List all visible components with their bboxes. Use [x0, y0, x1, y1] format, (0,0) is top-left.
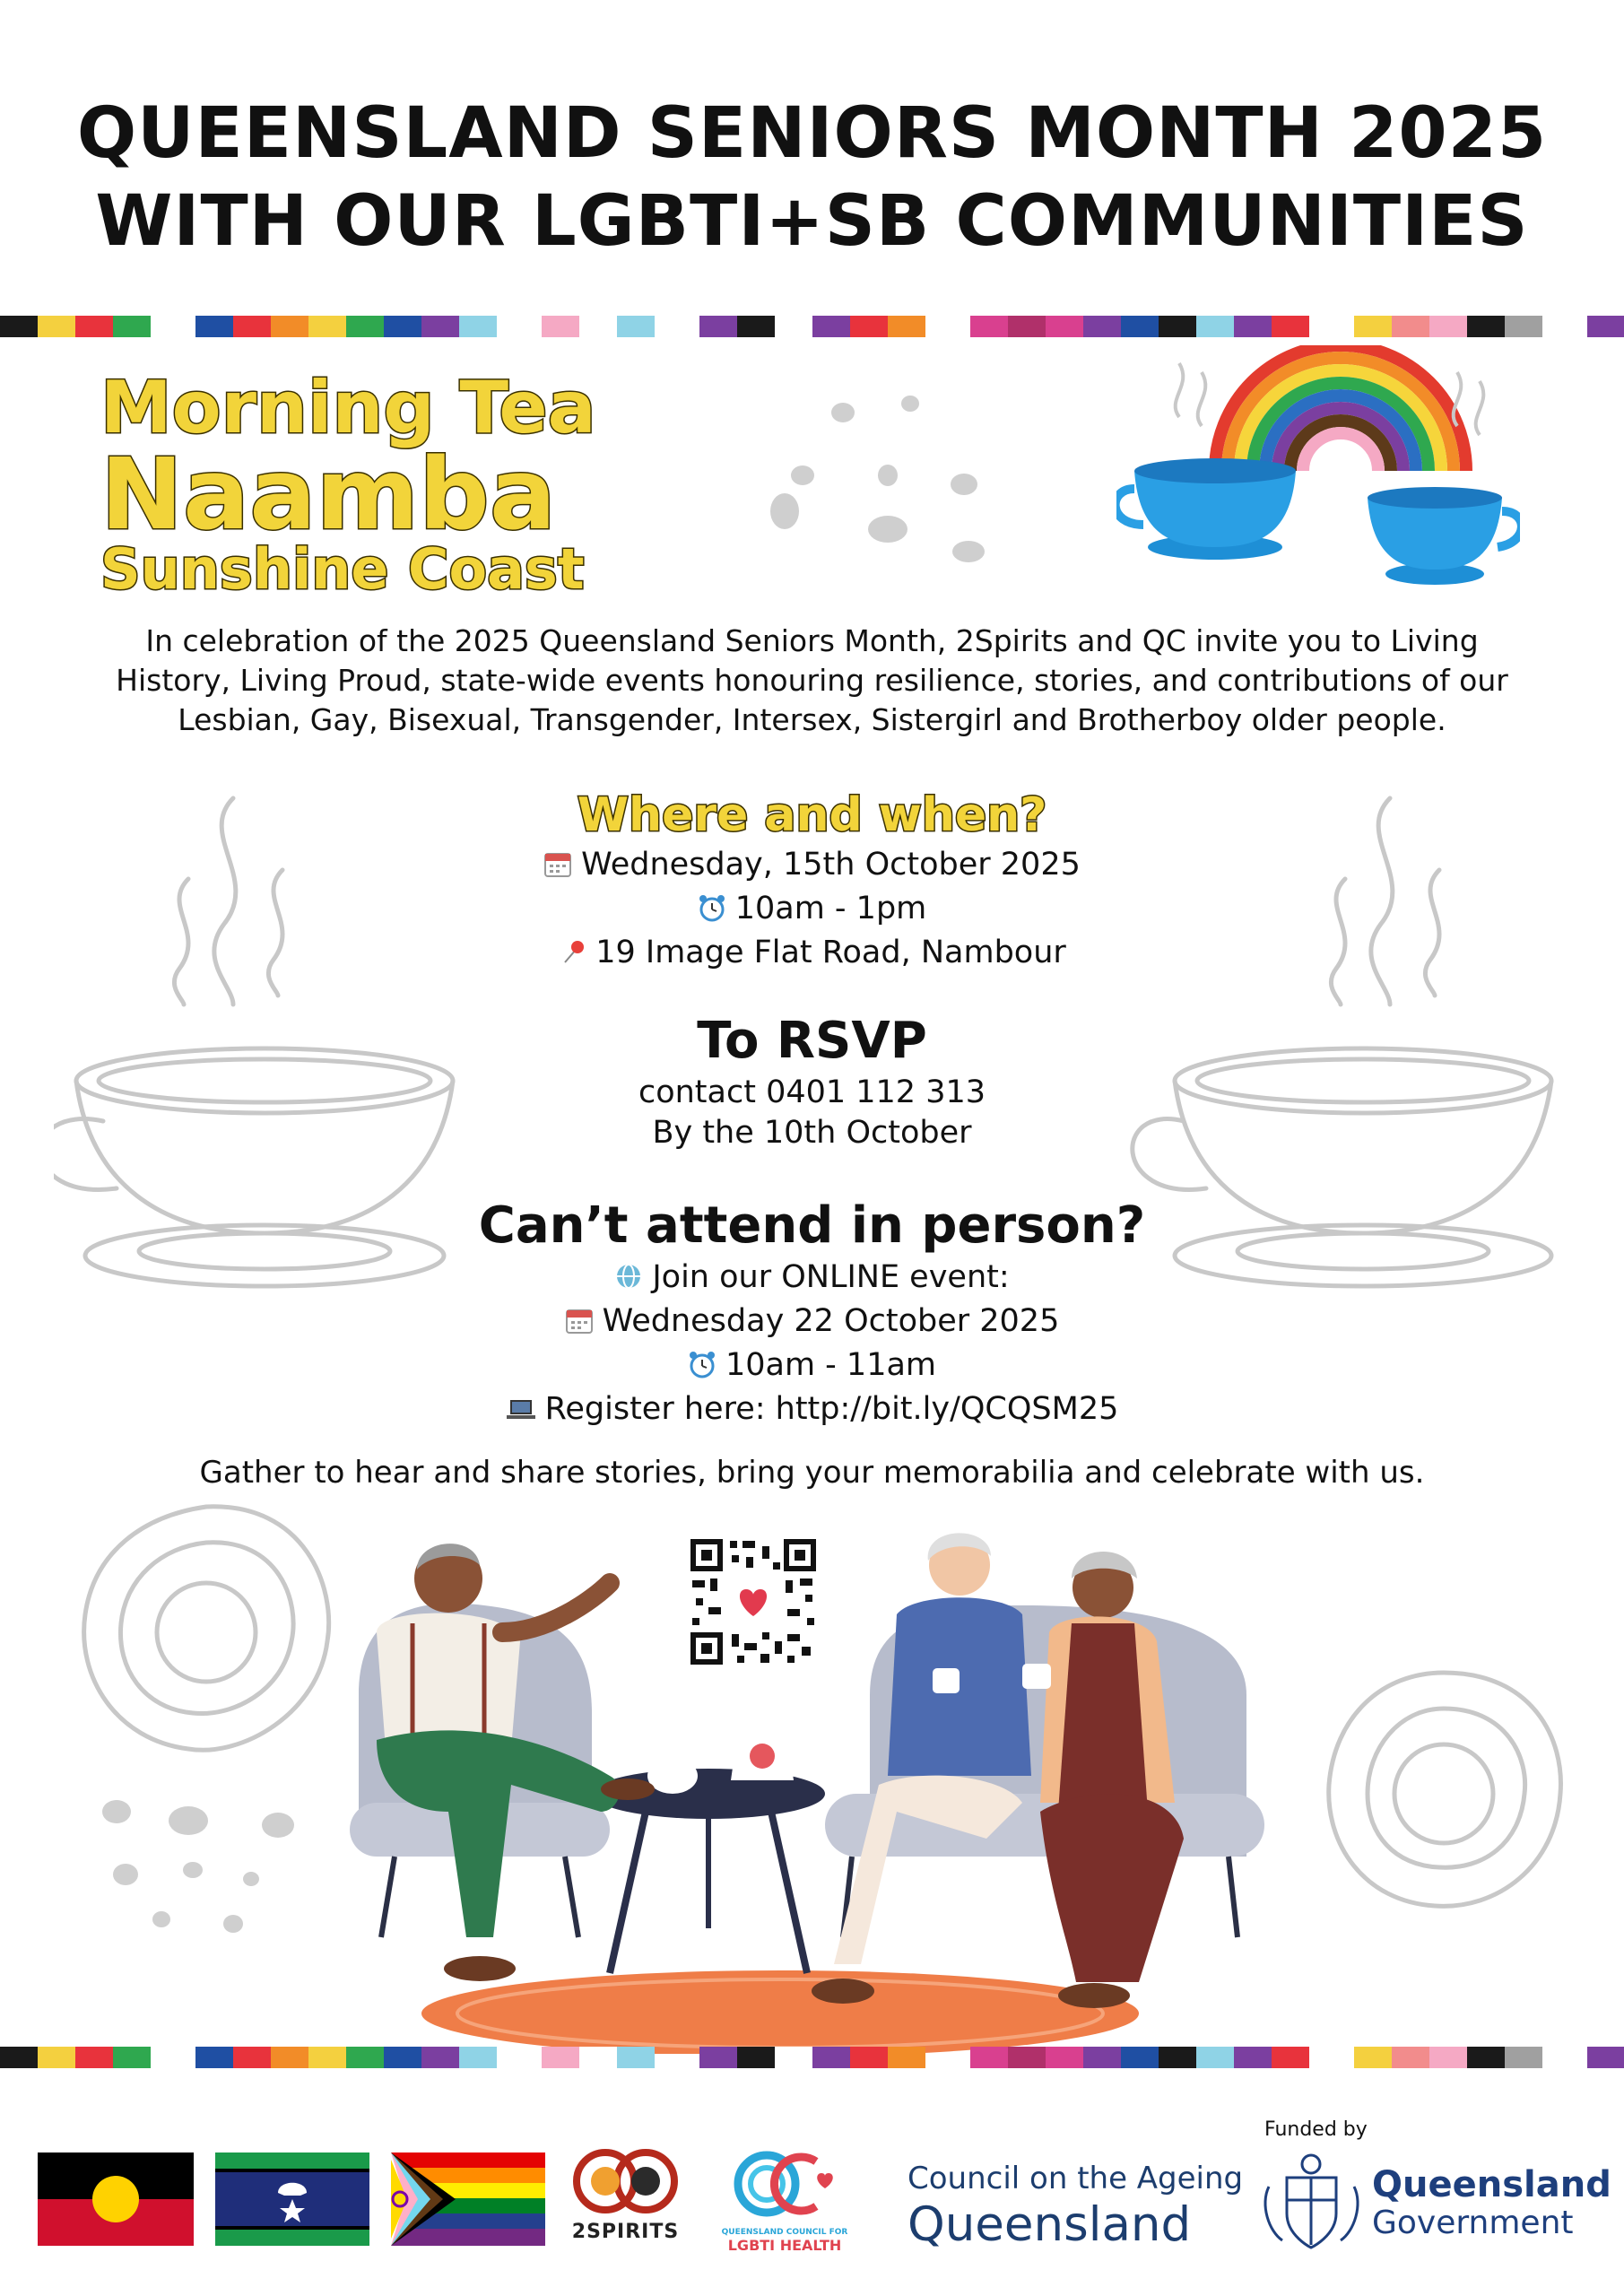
online-date-row	[0, 1301, 1624, 1345]
online-register-row[interactable]	[0, 1389, 1624, 1433]
event-time-row	[0, 889, 1624, 933]
event-location: 19 Image Flat Road, Nambour	[595, 935, 1066, 970]
event-title-line-2: Naamba	[100, 437, 557, 552]
event-date: Wednesday, 15th October 2025	[581, 847, 1081, 883]
stripe-segment	[195, 316, 233, 337]
stripe-segment	[699, 316, 737, 337]
intro-line-2: History, Living Proud, state-wide events honouring resilience, stories, and contributions of our	[116, 663, 1508, 698]
stripe-segment	[1196, 316, 1234, 337]
stripe-segment	[1392, 2047, 1429, 2068]
stripe-segment	[1587, 2047, 1624, 2068]
stripe-segment	[421, 316, 459, 337]
online-heading: Can’t attend in person?	[478, 1196, 1146, 1255]
alarm-clock-icon	[698, 892, 726, 933]
stripe-segment	[888, 316, 925, 337]
stripe-segment	[1121, 316, 1159, 337]
stripe-segment	[1121, 2047, 1159, 2068]
stripe-segment	[1008, 316, 1046, 337]
color-stripe-top	[0, 316, 1624, 337]
intro-line-3: Lesbian, Gay, Bisexual, Transgender, Intersex, Sistergirl and Brotherboy older people.	[178, 702, 1446, 737]
decorative-swirl-left	[63, 1489, 350, 1776]
where-when-heading: Where and when?	[577, 788, 1047, 842]
qc-lgbti-health-logo	[717, 2144, 852, 2260]
alarm-clock-icon	[688, 1349, 716, 1389]
stripe-segment	[1505, 316, 1542, 337]
stripe-segment	[384, 2047, 421, 2068]
stripe-segment	[271, 316, 308, 337]
decorative-dots	[753, 386, 1004, 583]
qc-logo-line-2: LGBTI HEALTH	[727, 2237, 842, 2254]
stripe-segment	[1587, 316, 1624, 337]
decorative-dots-bottom	[90, 1785, 323, 1964]
stripe-segment	[1429, 316, 1467, 337]
stripe-segment	[421, 2047, 459, 2068]
2spirits-logo-text: 2SPIRITS	[571, 2221, 680, 2243]
stripe-segment	[1083, 2047, 1121, 2068]
online-time-row	[0, 1345, 1624, 1389]
stripe-segment	[308, 2047, 346, 2068]
stripe-segment	[1467, 316, 1505, 337]
event-title-line-1: Morning Tea	[100, 366, 596, 449]
stripe-segment	[737, 316, 775, 337]
stripe-segment	[1234, 316, 1272, 337]
stripe-segment	[775, 2047, 812, 2068]
stripe-segment	[1046, 316, 1083, 337]
stripe-segment	[812, 2047, 850, 2068]
stripe-segment	[1429, 2047, 1467, 2068]
stripe-segment	[1083, 316, 1121, 337]
progress-pride-flag-icon	[391, 2152, 545, 2246]
queensland-coat-of-arms-icon	[1260, 2151, 1363, 2257]
intro-line-1: In celebration of the 2025 Queensland Seniors Month, 2Spirits and QC invite you to Living	[145, 623, 1479, 658]
color-stripe-bottom	[0, 2047, 1624, 2068]
stripe-segment	[850, 316, 888, 337]
headline-line-1: QUEENSLAND SENIORS MONTH 2025	[76, 93, 1548, 174]
stripe-segment	[1272, 2047, 1309, 2068]
qc-logo-line-1: QUEENSLAND COUNCIL FOR	[721, 2228, 848, 2237]
stripe-segment	[1467, 2047, 1505, 2068]
rsvp-deadline: By the 10th October	[652, 1115, 972, 1151]
stripe-segment	[812, 316, 850, 337]
event-location-row	[0, 933, 1624, 977]
stripe-segment	[970, 2047, 1008, 2068]
stripe-segment	[1354, 2047, 1392, 2068]
stripe-segment	[1196, 2047, 1234, 2068]
stripe-segment	[775, 316, 812, 337]
stripe-segment	[970, 316, 1008, 337]
event-title-line-3: Sunshine Coast	[100, 536, 585, 602]
map-pin-icon	[558, 936, 586, 977]
stripe-segment	[1234, 2047, 1272, 2068]
intro-paragraph	[0, 622, 1624, 740]
stripe-segment	[617, 2047, 655, 2068]
aboriginal-flag-icon	[38, 2152, 194, 2246]
stripe-segment	[1505, 2047, 1542, 2068]
stripe-segment	[38, 316, 75, 337]
stripe-segment	[737, 2047, 775, 2068]
stripe-segment	[579, 316, 617, 337]
cota-line-1: Council on the Ageing	[908, 2161, 1244, 2196]
stripe-segment	[459, 2047, 497, 2068]
qld-gov-line-2: Government	[1372, 2205, 1574, 2241]
queensland-government-logo	[1372, 2165, 1611, 2242]
rainbow-teacups-illustration	[1116, 345, 1520, 601]
stripe-segment	[579, 2047, 617, 2068]
stripe-segment	[1008, 2047, 1046, 2068]
stripe-segment	[850, 2047, 888, 2068]
where-when-details	[0, 845, 1624, 977]
stripe-segment	[75, 316, 113, 337]
page-title	[0, 90, 1624, 265]
online-time: 10am - 11am	[725, 1347, 937, 1383]
gather-text: Gather to hear and share stories, bring your memorabilia and celebrate with us.	[199, 1455, 1425, 1491]
rsvp-heading: To RSVP	[697, 1012, 927, 1070]
stripe-segment	[1272, 316, 1309, 337]
laptop-icon	[506, 1393, 536, 1433]
torres-strait-flag-icon	[215, 2152, 369, 2246]
stripe-segment	[113, 316, 151, 337]
stripe-segment	[346, 316, 384, 337]
stripe-segment	[1354, 316, 1392, 337]
stripe-segment	[0, 2047, 38, 2068]
rsvp-contact: contact 0401 112 313	[638, 1074, 986, 1110]
online-join-row	[0, 1257, 1624, 1301]
event-date-row	[0, 845, 1624, 889]
stripe-segment	[1392, 316, 1429, 337]
globe-icon	[614, 1261, 643, 1301]
stripe-segment	[233, 316, 271, 337]
headline-line-2: WITH OUR LGBTI+SB COMMUNITIES	[95, 181, 1529, 262]
stripe-segment	[1159, 2047, 1196, 2068]
stripe-segment	[113, 2047, 151, 2068]
stripe-segment	[888, 2047, 925, 2068]
event-time: 10am - 1pm	[734, 891, 927, 926]
cota-queensland-logo	[908, 2160, 1243, 2253]
stripe-segment	[384, 316, 421, 337]
stripe-segment	[617, 316, 655, 337]
online-join-text: Join our ONLINE event:	[652, 1259, 1010, 1295]
qld-gov-line-1: Queensland	[1372, 2164, 1611, 2205]
stripe-segment	[233, 2047, 271, 2068]
2spirits-emblem-icon	[565, 2145, 686, 2217]
stripe-segment	[346, 2047, 384, 2068]
stripe-segment	[542, 2047, 579, 2068]
stripe-segment	[308, 316, 346, 337]
decorative-swirl-right	[1309, 1659, 1578, 1928]
online-date: Wednesday 22 October 2025	[602, 1303, 1060, 1339]
stripe-segment	[1046, 2047, 1083, 2068]
rsvp-details	[0, 1073, 1624, 1153]
online-details	[0, 1257, 1624, 1433]
calendar-icon	[543, 848, 572, 889]
stripe-segment	[699, 2047, 737, 2068]
stripe-segment	[75, 2047, 113, 2068]
cota-line-2: Queensland	[908, 2197, 1192, 2252]
stripe-segment	[459, 316, 497, 337]
stripe-segment	[542, 316, 579, 337]
qc-emblem-icon	[717, 2144, 852, 2224]
online-register-link[interactable]: Register here: http://bit.ly/QCQSM25	[544, 1391, 1119, 1427]
stripe-segment	[195, 2047, 233, 2068]
2spirits-logo	[565, 2145, 686, 2257]
stripe-segment	[38, 2047, 75, 2068]
funded-by-label: Funded by	[1264, 2118, 1368, 2141]
stripe-segment	[1159, 316, 1196, 337]
stripe-segment	[271, 2047, 308, 2068]
people-tea-illustration	[341, 1516, 1282, 2054]
calendar-icon	[565, 1305, 594, 1345]
stripe-segment	[0, 316, 38, 337]
